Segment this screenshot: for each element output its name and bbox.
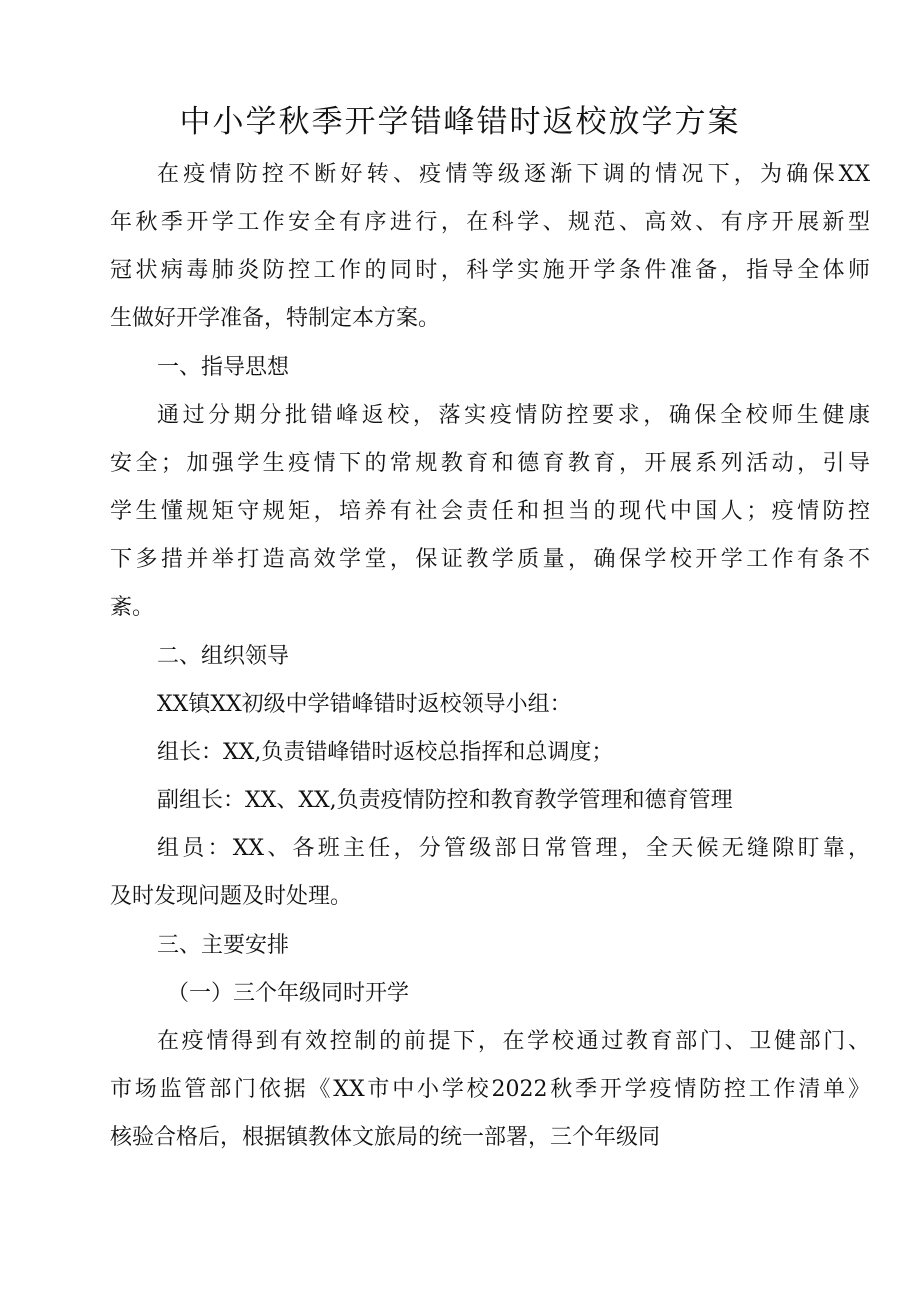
paragraph-line: 市场监管部门依据《XX市中小学校2022秋季开学疫情防控工作清单》 — [110, 1077, 870, 1102]
paragraph-line: 及时发现问题及时处理。 — [110, 884, 353, 909]
paragraph-line: 下多措并举打造高效学堂，保证教学质量，确保学校开学工作有条不 — [110, 547, 870, 572]
paragraph-line: 冠状病毒肺炎防控工作的同时，科学实施开学条件准备，指导全体师 — [110, 258, 870, 283]
paragraph-line: 生做好开学准备，特制定本方案。 — [110, 306, 441, 331]
paragraph-line: 核验合格后，根据镇教体文旅局的统一部署，三个年级同 — [110, 1125, 661, 1150]
paragraph-line: 副组长：XX、XX,负责疫情防控和教育教学管理和德育管理 — [157, 788, 733, 813]
paragraph-line: 组长：XX,负责错峰错时返校总指挥和总调度； — [157, 740, 614, 765]
paragraph-line: 紊。 — [110, 595, 155, 620]
paragraph-line: 年秋季开学工作安全有序进行，在科学、规范、高效、有序开展新型 — [110, 210, 870, 235]
paragraph-line: 学生懂规矩守规矩，培养有社会责任和担当的现代中国人；疫情防控 — [110, 499, 870, 524]
paragraph-line: 在疫情防控不断好转、疫情等级逐渐下调的情况下，为确保XX — [157, 162, 870, 187]
section-heading: 三、主要安排 — [157, 933, 290, 958]
paragraph-line: 组员：XX、各班主任，分管级部日常管理，全天候无缝隙盯靠， — [157, 836, 870, 861]
section-heading: 二、组织领导 — [157, 644, 290, 669]
document-title: 中小学秋季开学错峰错时返校放学方案 — [179, 104, 741, 140]
paragraph-line: XX镇XX初级中学错峰错时返校领导小组： — [157, 692, 572, 717]
paragraph-line: 在疫情得到有效控制的前提下，在学校通过教育部门、卫健部门、 — [157, 1029, 870, 1054]
paragraph-line: 通过分期分批错峰返校，落实疫情防控要求，确保全校师生健康 — [157, 403, 870, 428]
section-heading: 一、指导思想 — [157, 355, 290, 380]
subsection-heading: （一）三个年级同时开学 — [167, 981, 410, 1006]
paragraph-line: 安全；加强学生疫情下的常规教育和德育教育，开展系列活动，引导 — [110, 451, 870, 476]
